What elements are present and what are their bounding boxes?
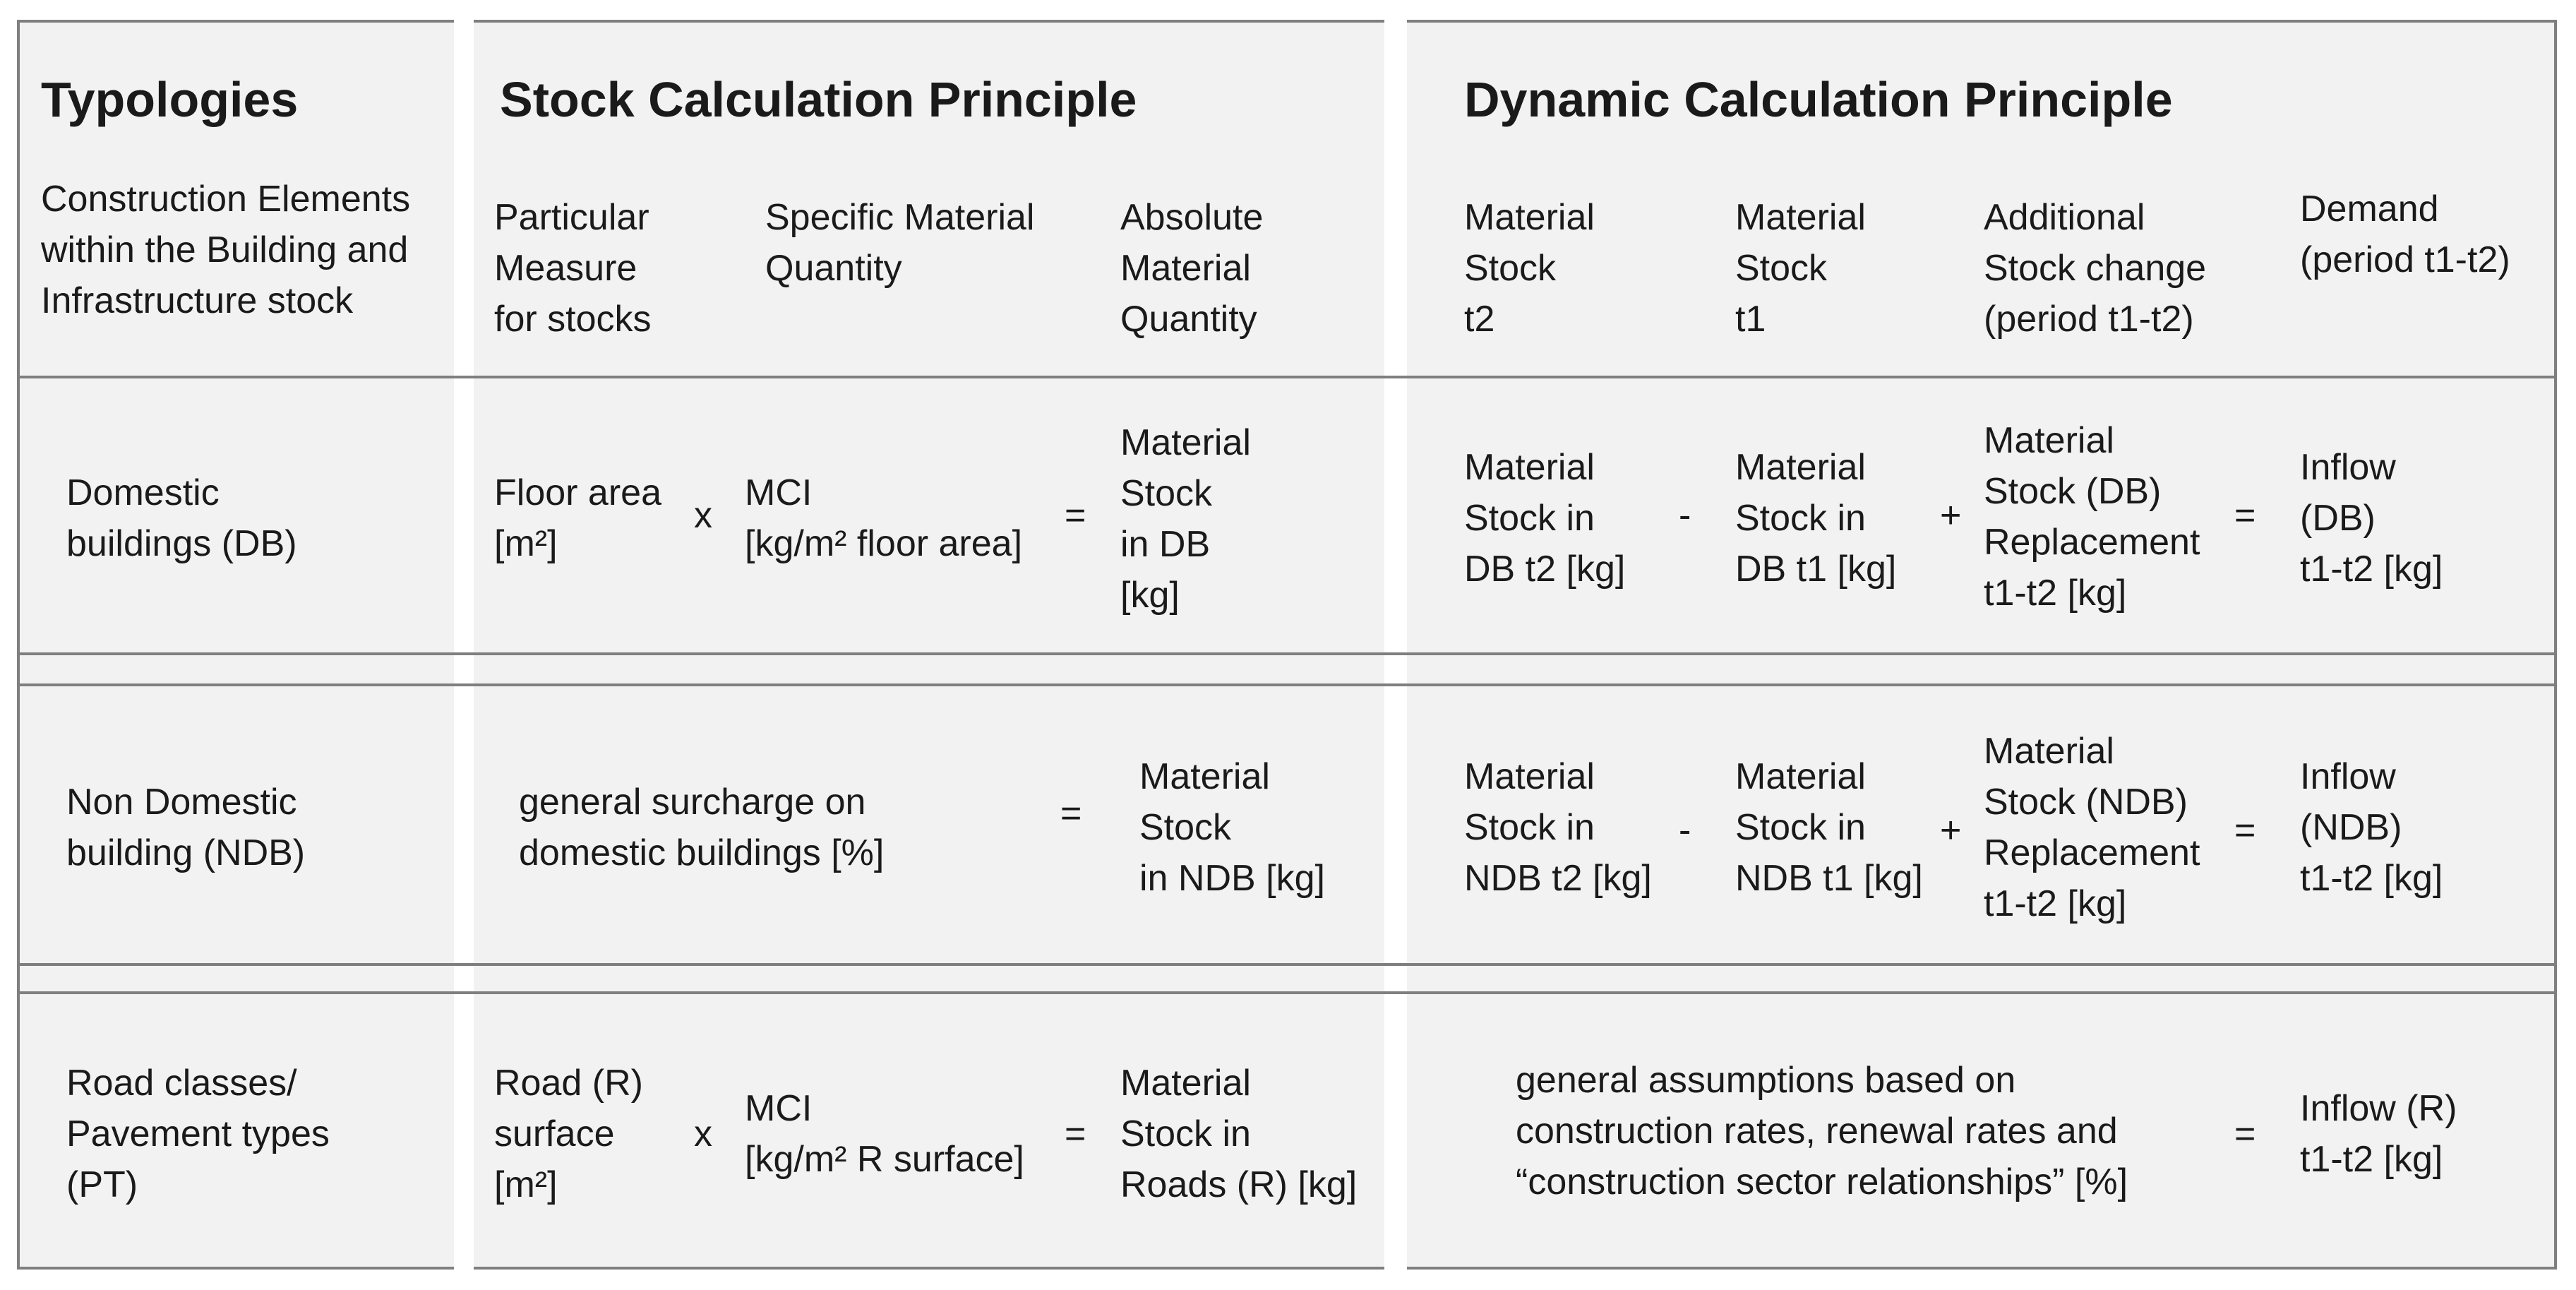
row-roads-demand: Inflow (R) t1-t2 [kg] bbox=[2300, 1088, 2457, 1180]
subheader-additional-change: Additional Stock change (period t1-t2) bbox=[1984, 197, 2207, 340]
row-ndb-stock-t1: Material Stock in NDB t1 [kg] bbox=[1735, 756, 1923, 899]
row-db-plus: + bbox=[1940, 495, 1962, 536]
row-roads-measure: Road (R) surface [m²] bbox=[494, 1063, 643, 1205]
row-db-mci: MCI [kg/m² floor area] bbox=[745, 472, 1023, 564]
subheader-absolute-material: Absolute Material Quantity bbox=[1120, 197, 1264, 340]
row-roads-mci: MCI [kg/m² R surface] bbox=[745, 1088, 1024, 1180]
row-ndb-additional: Material Stock (NDB) Replacement t1-t2 [kg] bbox=[1984, 731, 2200, 924]
row-db-absolute: Material Stock in DB [kg] bbox=[1120, 422, 1251, 616]
row-db-multiply: x bbox=[694, 495, 712, 536]
header-divider bbox=[17, 376, 2557, 378]
row-ndb-demand: Inflow (NDB) t1-t2 [kg] bbox=[2300, 756, 2443, 899]
row-divider-db-bottom bbox=[17, 683, 2557, 686]
row-db-equals-1: = bbox=[1065, 495, 1086, 536]
subheader-demand: Demand (period t1-t2) bbox=[2300, 189, 2510, 280]
row-roads-multiply: x bbox=[694, 1113, 712, 1154]
subheader-construction-elements: Construction Elements within the Building and Infrastructure stock bbox=[41, 179, 411, 321]
row-divider-ndb-top bbox=[17, 963, 2557, 966]
subheader-specific-material: Specific Material Quantity bbox=[765, 197, 1035, 289]
row-divider-db-top bbox=[17, 652, 2557, 655]
row-ndb-equals-2: = bbox=[2234, 810, 2256, 851]
subheader-stock-t2: Material Stock t2 bbox=[1464, 197, 1595, 340]
row-db-minus: - bbox=[1679, 495, 1691, 536]
row-ndb-stock-t2: Material Stock in NDB t2 [kg] bbox=[1464, 756, 1652, 899]
header-typologies: Typologies bbox=[41, 72, 299, 127]
row-roads-assumptions: general assumptions based on construction rates, renewal rates and “construction sector relationships” [%] bbox=[1516, 1060, 2128, 1202]
subheader-stock-t1: Material Stock t1 bbox=[1735, 197, 1866, 340]
header-stock-principle: Stock Calculation Principle bbox=[500, 72, 1137, 127]
row-db-equals-2: = bbox=[2234, 495, 2256, 536]
row-roads-typology: Road classes/ Pavement types (PT) bbox=[66, 1063, 330, 1205]
subheader-particular-measure: Particular Measure for stocks bbox=[494, 197, 652, 340]
row-db-stock-t2: Material Stock in DB t2 [kg] bbox=[1464, 447, 1626, 590]
row-db-typology: Domestic buildings (DB) bbox=[66, 472, 297, 564]
row-roads-equals-2: = bbox=[2234, 1113, 2256, 1154]
header-dynamic-principle: Dynamic Calculation Principle bbox=[1464, 72, 2173, 127]
row-db-demand: Inflow (DB) t1-t2 [kg] bbox=[2300, 447, 2443, 590]
row-ndb-plus: + bbox=[1940, 810, 1962, 851]
row-ndb-typology: Non Domestic building (NDB) bbox=[66, 782, 306, 873]
column-gap-1 bbox=[454, 20, 474, 1270]
row-divider-ndb-bottom bbox=[17, 991, 2557, 994]
row-db-stock-t1: Material Stock in DB t1 [kg] bbox=[1735, 447, 1897, 590]
column-gap-2 bbox=[1384, 20, 1407, 1270]
row-ndb-minus: - bbox=[1679, 810, 1691, 851]
row-db-measure: Floor area [m²] bbox=[494, 472, 661, 564]
row-roads-absolute: Material Stock in Roads (R) [kg] bbox=[1120, 1063, 1358, 1205]
row-db-additional: Material Stock (DB) Replacement t1-t2 [kg] bbox=[1984, 420, 2200, 614]
row-ndb-absolute: Material Stock in NDB [kg] bbox=[1139, 756, 1325, 899]
row-ndb-surcharge: general surcharge on domestic buildings [%] bbox=[519, 782, 885, 873]
row-roads-equals-1: = bbox=[1065, 1113, 1086, 1154]
row-ndb-equals-1: = bbox=[1060, 793, 1082, 834]
